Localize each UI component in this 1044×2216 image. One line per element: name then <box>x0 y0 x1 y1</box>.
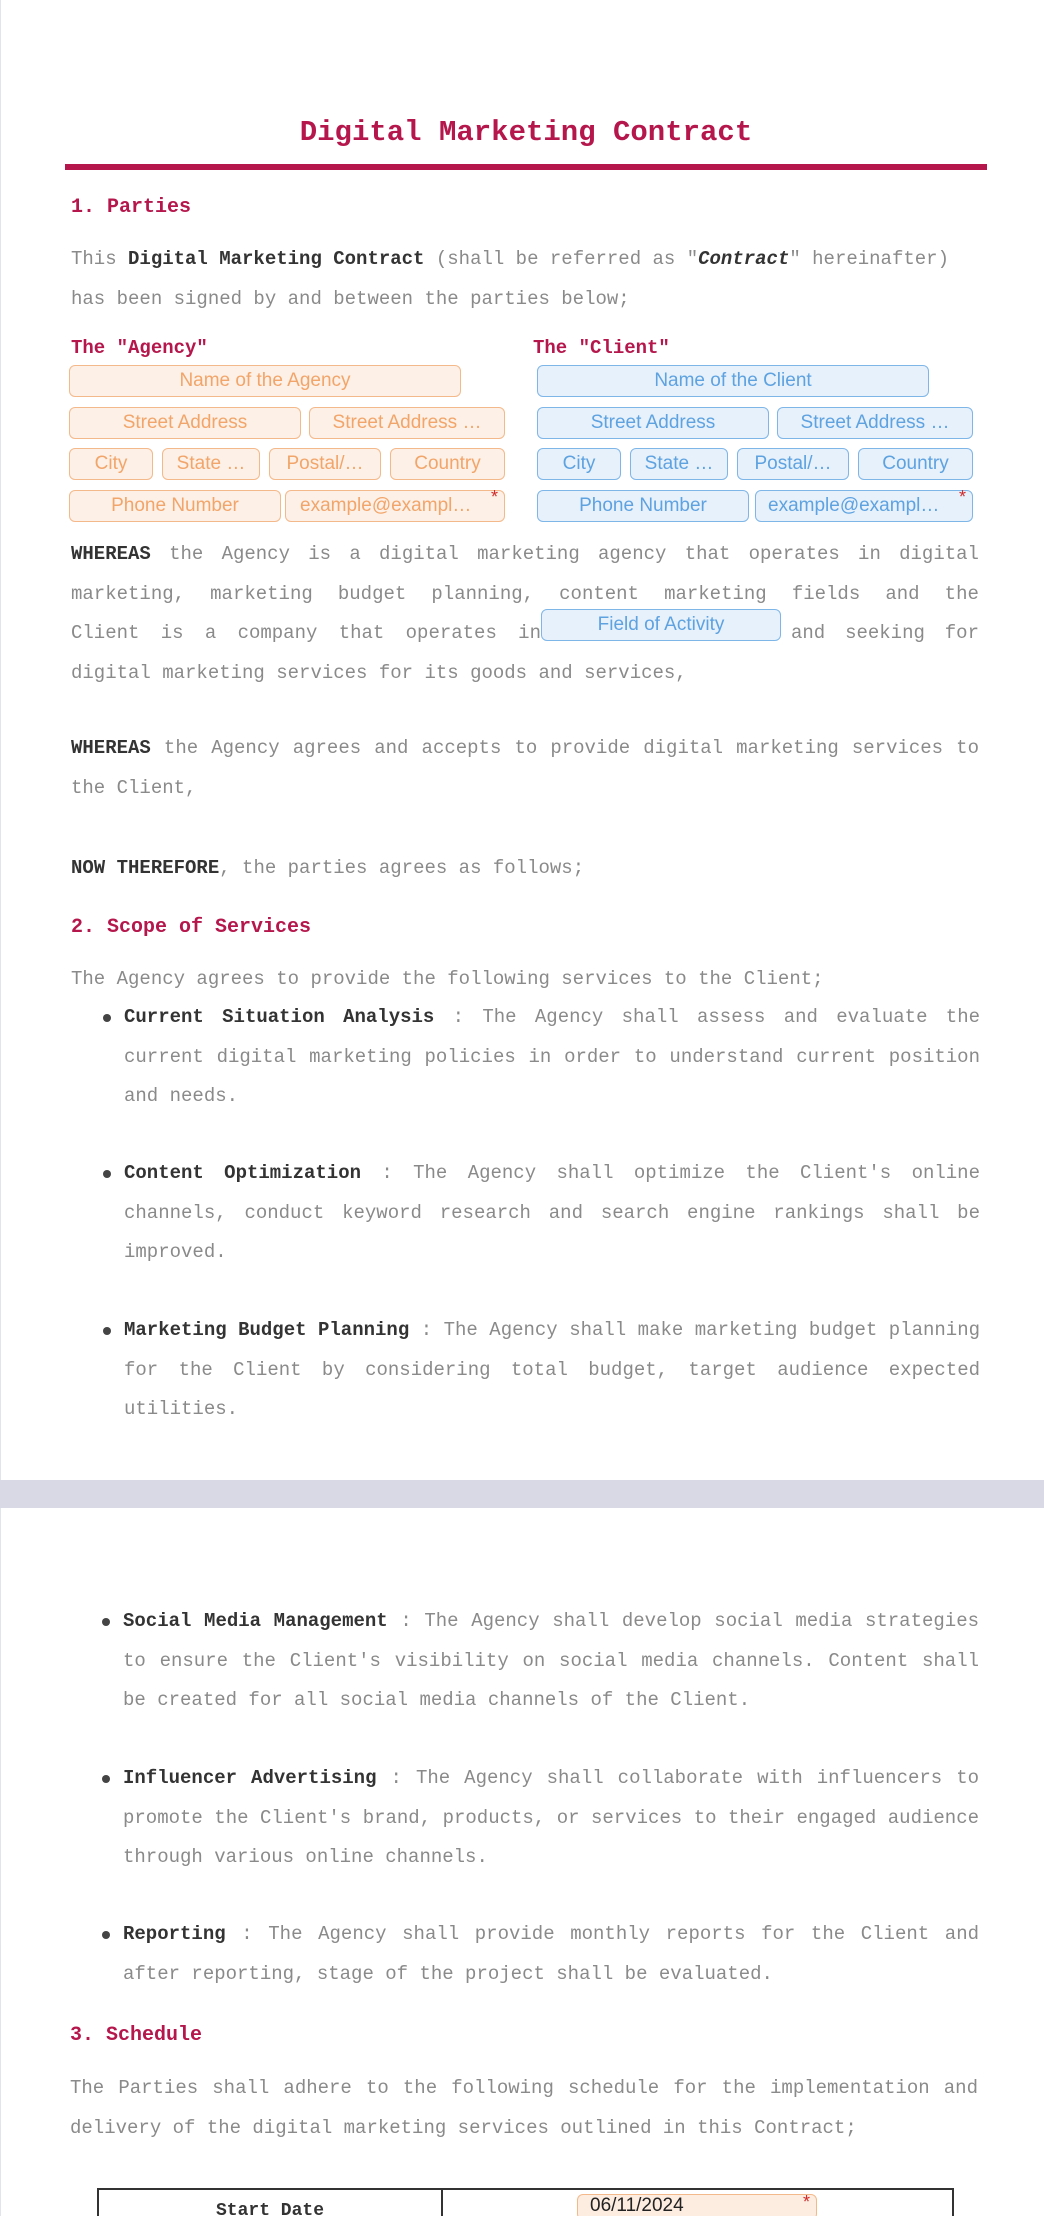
client-phone-field[interactable]: Phone Number <box>537 490 749 522</box>
service-name: Marketing Budget Planning <box>124 1319 410 1341</box>
word: in <box>858 543 881 565</box>
word: marketing <box>664 583 767 605</box>
client-postal-field[interactable]: Postal/… <box>737 448 849 480</box>
schedule-table <box>97 2188 954 2216</box>
now-therefore-line <box>71 857 584 879</box>
agency-city-field[interactable]: City <box>69 448 153 480</box>
word: that <box>684 543 731 565</box>
intro-contract-name: Digital Marketing Contract <box>128 248 425 270</box>
service-item <box>123 1759 979 1878</box>
required-asterisk: * <box>491 487 499 507</box>
word: the <box>944 583 979 605</box>
now-therefore-text: , the parties agrees as follows; <box>219 857 585 879</box>
service-description: : The Agency shall make marketing budget planning for the Client by considering total budget, target audience expected utilities. <box>124 1319 980 1420</box>
word: the <box>169 543 204 565</box>
whereas-keyword: WHEREAS <box>71 737 151 759</box>
service-name: Current Situation Analysis <box>124 1006 435 1028</box>
schedule-intro: The Parties shall adhere to the following schedule for the implementation and delivery of the digital marketing services outlined in this Contract; <box>70 2077 978 2139</box>
service-description: : The Agency shall assess and evaluate the current digital marketing policies in order to understand current position and needs. <box>124 1006 981 1107</box>
service-item <box>124 1311 980 1430</box>
word: digital <box>899 543 979 565</box>
whereas-2-paragraph <box>71 729 979 808</box>
service-description: : The Agency shall provide monthly reports for the Client and after reporting, stage of the project shall be evaluated. <box>123 1923 979 1985</box>
word: Agency <box>221 543 290 565</box>
intro-text: This <box>71 248 129 270</box>
whereas-1-line-1 <box>71 543 979 565</box>
word: in <box>518 622 541 644</box>
client-city-field[interactable]: City <box>537 448 621 480</box>
bullet-icon <box>102 1931 110 1939</box>
intro-line-1 <box>71 248 949 270</box>
whereas-1-line-3b <box>791 622 979 644</box>
word: marketing <box>477 543 580 565</box>
section-heading-parties: 1. Parties <box>71 196 192 219</box>
document-title: Digital Marketing Contract <box>299 116 753 149</box>
word: planning, <box>431 583 535 605</box>
agency-label: The "Agency" <box>71 337 208 359</box>
required-asterisk: * <box>803 2192 811 2212</box>
client-street-address-line2-field[interactable]: Street Address … <box>777 407 973 439</box>
title-divider <box>65 164 987 170</box>
word: for <box>944 622 979 644</box>
word: seeking <box>845 622 925 644</box>
service-name: Influencer Advertising <box>123 1767 377 1789</box>
word: Client <box>71 622 140 644</box>
agency-phone-field[interactable]: Phone Number <box>69 490 281 522</box>
word: and <box>791 622 826 644</box>
word: marketing, <box>71 583 186 605</box>
word: budget <box>337 583 407 605</box>
intro-contract-term: Contract <box>698 248 790 270</box>
bullet-icon <box>103 1170 111 1178</box>
scope-intro: The Agency agrees to provide the following services to the Client; <box>71 968 824 990</box>
service-description: : The Agency shall collaborate with influencers to promote the Client's brand, products, or services to their engaged audience through various online channels. <box>123 1767 980 1868</box>
word: is <box>308 543 332 565</box>
bullet-icon <box>102 1775 110 1783</box>
field-of-activity-field[interactable]: Field of Activity <box>541 609 781 641</box>
word: content <box>559 583 639 605</box>
now-therefore-keyword: NOW THEREFORE <box>71 857 220 879</box>
whereas-2-text: the Agency agrees and accepts to provide digital marketing services to the Client, <box>71 737 979 799</box>
bullet-icon <box>103 1327 111 1335</box>
service-item <box>123 1602 979 1721</box>
service-item <box>124 1154 980 1273</box>
page-separator <box>0 1480 1044 1508</box>
word: agency <box>598 543 667 565</box>
client-street-address-field[interactable]: Street Address <box>537 407 769 439</box>
section-heading-schedule: 3. Schedule <box>70 2024 203 2047</box>
service-description: : The Agency shall optimize the Client's online channels, conduct keyword research and search engine rankings shall be improved. <box>124 1162 980 1263</box>
client-label: The "Client" <box>533 337 670 359</box>
client-email-field[interactable]: example@exampl… <box>755 490 973 522</box>
word: operates <box>405 622 497 644</box>
agency-state-field[interactable]: State … <box>162 448 260 480</box>
word: a <box>349 543 361 565</box>
word: fields <box>791 583 861 605</box>
service-name: Content Optimization <box>124 1162 361 1184</box>
whereas-keyword: WHEREAS <box>71 543 151 565</box>
whereas-1-line-3a <box>71 622 541 644</box>
client-state-field[interactable]: State … <box>630 448 728 480</box>
word: that <box>338 622 385 644</box>
agency-street-address-line2-field[interactable]: Street Address … <box>309 407 505 439</box>
word: marketing <box>210 583 313 605</box>
word: is <box>160 622 184 644</box>
agency-street-address-field[interactable]: Street Address <box>69 407 301 439</box>
intro-line-2: has been signed by and between the parties below; <box>71 288 630 310</box>
word: operates <box>748 543 840 565</box>
whereas-1-line-2 <box>71 583 979 605</box>
intro-text: (shall be referred as " <box>424 248 699 270</box>
service-item <box>124 998 980 1117</box>
agency-email-field[interactable]: example@exampl… <box>285 490 505 522</box>
start-date-label: Start Date <box>99 2190 443 2216</box>
client-name-field[interactable]: Name of the Client <box>537 365 929 397</box>
bullet-icon <box>103 1014 111 1022</box>
client-country-field[interactable]: Country <box>858 448 973 480</box>
agency-name-field[interactable]: Name of the Agency <box>69 365 461 397</box>
agency-country-field[interactable]: Country <box>390 448 505 480</box>
word: company <box>237 622 318 644</box>
bullet-icon <box>102 1618 110 1626</box>
whereas-1-line-4: digital marketing services for its goods and services, <box>71 662 687 684</box>
service-item <box>123 1915 979 1994</box>
required-asterisk: * <box>959 487 967 507</box>
agency-postal-field[interactable]: Postal/… <box>269 448 381 480</box>
service-description: : The Agency shall develop social media strategies to ensure the Client's visibility on social media channels. Content shall be created for all social media channels of the Client. <box>123 1610 979 1711</box>
start-date-field[interactable]: 06/11/2024 <box>577 2194 817 2216</box>
word: digital <box>379 543 459 565</box>
service-name: Social Media Management <box>123 1610 388 1632</box>
section-heading-scope: 2. Scope of Services <box>71 916 312 939</box>
service-name: Reporting <box>123 1923 226 1945</box>
word: and <box>885 583 920 605</box>
intro-text: " hereinafter) <box>789 248 949 270</box>
word: a <box>204 622 217 644</box>
